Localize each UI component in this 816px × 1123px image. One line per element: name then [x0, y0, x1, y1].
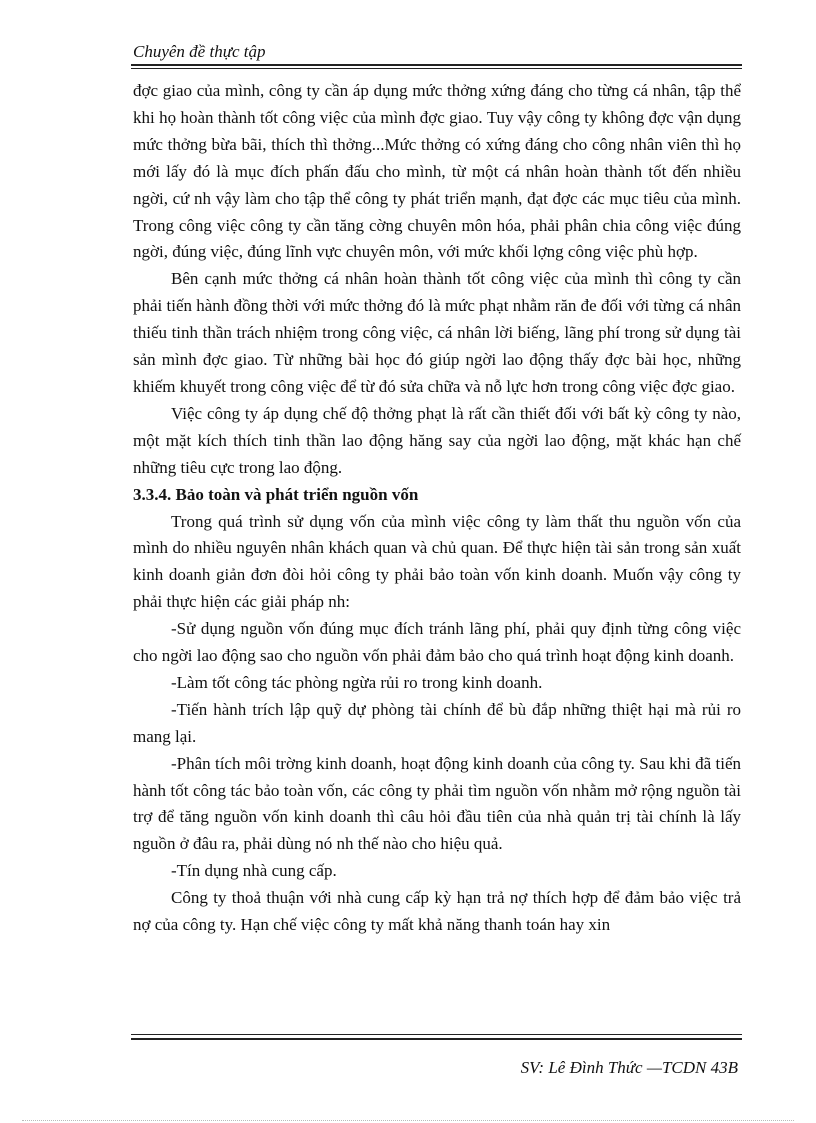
- paragraph: Bên cạnh mức thởng cá nhân hoàn thành tốt công việc của mình thì công ty cần phải tiến hành đồng thời với mức thởng đó là mức phạt nhằm răn đe đối với từng cá nhân thiếu tinh thần trách nhiệm trong công việc, cá nhân lời biếng, lãng phí trong sử dụng tài sản mình đợc giao. Từ những bài học đó giúp ngời lao động thấy đợc bài học, những khiếm khuyết trong công việc để từ đó sửa chữa và nỗ lực hơn trong công việc đợc giao.: [133, 269, 741, 396]
- paragraph: Việc công ty áp dụng chế độ thởng phạt là rất cần thiết đối với bất kỳ công ty nào, một mặt kích thích tinh thần lao động hăng say của ngời lao động, mặt khác hạn chế những tiêu cực trong lao động.: [133, 403, 741, 477]
- page-edge-divider: [22, 1120, 794, 1121]
- document-body: [133, 78, 741, 939]
- section-heading: 3.3.4. Bảo toàn và phát triển nguồn vốn: [133, 484, 419, 504]
- list-item: -Tiến hành trích lập quỹ dự phòng tài chính để bù đắp những thiệt hại mà rủi ro mang lại.: [133, 699, 741, 746]
- list-item: -Tín dụng nhà cung cấp.: [171, 861, 337, 881]
- header-rule-thin: [131, 68, 742, 69]
- list-item: -Phân tích môi trờng kinh doanh, hoạt động kinh doanh của công ty. Sau khi đã tiến hành tốt công tác bảo toàn vốn, các công ty phải tìm nguồn vốn nhằm mở rộng nguồn tài trợ để tăng nguồn vốn kinh doanh thì câu hỏi đầu tiên của nhà quản trị tài chính là lấy nguồn ở đâu ra, phải dùng nó nh thế nào cho hiệu quả.: [133, 753, 741, 854]
- paragraph: Trong quá trình sử dụng vốn của mình việc công ty làm thất thu nguồn vốn của mình do nhiều nguyên nhân khách quan và chủ quan. Để thực hiện tài sản trong sản xuất kinh doanh giản đơn đòi hỏi công ty phải bảo toàn vốn kinh doanh. Muốn vậy công ty phải thực hiện các giải pháp nh:: [133, 511, 741, 612]
- list-item: -Sử dụng nguồn vốn đúng mục đích tránh lãng phí, phải quy định từng công việc cho ngời lao động sao cho nguồn vốn phải đảm bảo cho quá trình hoạt động kinh doanh.: [133, 619, 741, 666]
- list-item: -Làm tốt công tác phòng ngừa rủi ro trong kinh doanh.: [171, 672, 543, 692]
- paragraph: đợc giao của mình, công ty cần áp dụng mức thởng xứng đáng cho từng cá nhân, tập thể khi họ hoàn thành tốt công việc của mình đợc giao. Tuy vậy công ty không đợc vận dụng mức thởng bừa bãi, thích thì thởng...Mức thởng có xứng đáng cho công nhân viên thì họ mới lấy đó là mục đích phấn đấu cho mình, từ một cá nhân hoàn thành tốt đến nhiều ngời, cứ nh vậy làm cho tập thể công ty phát triển mạnh, đạt đợc các mục tiêu của mình. Trong công việc công ty cần tăng cờng chuyên môn hóa, phải phân chia công việc đúng ngời, đúng việc, đúng lĩnh vực chuyên môn, với mức khối lợng công việc phù hợp.: [133, 81, 741, 262]
- footer-author: SV: Lê Đình Thức —TCDN 43B: [520, 1058, 738, 1077]
- header-title: Chuyên đề thực tập: [133, 42, 266, 61]
- footer-rule-thick: [131, 1038, 742, 1040]
- header-rule-thick: [131, 64, 742, 66]
- footer-rule-thin: [131, 1034, 742, 1035]
- paragraph: Công ty thoả thuận với nhà cung cấp kỳ hạn trả nợ thích hợp để đảm bảo việc trả nợ của công ty. Hạn chế việc công ty mất khả năng thanh toán hay xin: [133, 888, 741, 935]
